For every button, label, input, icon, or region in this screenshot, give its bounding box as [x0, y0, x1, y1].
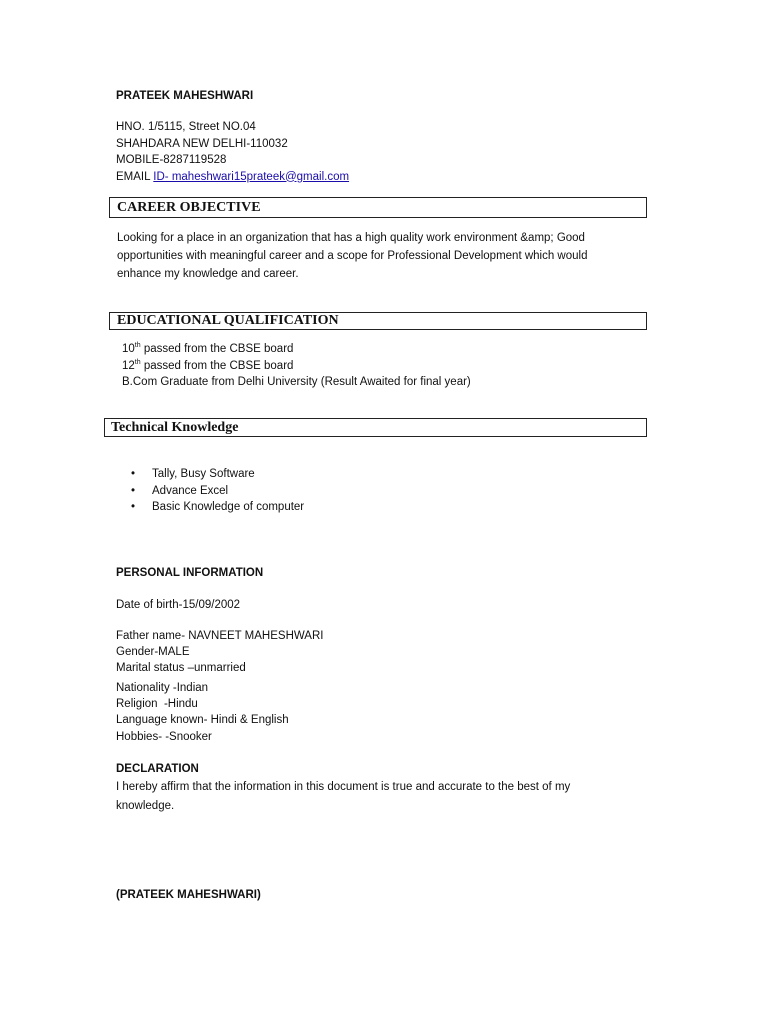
date-of-birth: Date of birth-15/09/2002: [116, 599, 241, 611]
education-item-bcom: B.Com Graduate from Delhi University (Result Awaited for final year): [122, 376, 471, 388]
marital-status: Marital status –unmarried: [116, 662, 246, 674]
address-line-1: HNO. 1/5115, Street NO.04: [116, 121, 256, 133]
email-line: [116, 169, 349, 186]
personal-info-heading: PERSONAL INFORMATION: [116, 567, 264, 579]
list-item: • Tally, Busy Software: [152, 466, 312, 483]
address-line-2: SHAHDARA NEW DELHI-110032: [116, 137, 288, 150]
signature-name: (PRATEEK MAHESHWARI): [116, 889, 261, 901]
education-heading: EDUCATIONAL QUALIFICATION: [109, 312, 647, 330]
languages-known: Language known- Hindi & English: [116, 714, 289, 726]
technical-knowledge-list: [116, 466, 312, 516]
nationality: Nationality -Indian: [116, 682, 209, 694]
father-name: Father name- NAVNEET MAHESHWARI: [116, 630, 324, 642]
career-objective-text: Looking for a place in an organization that has a high quality work environment &amp; Good opportunities with meaningful career and a scope for Professional Development which would enhance my knowledge and career.: [117, 232, 588, 280]
list-item: • Advance Excel: [152, 483, 312, 500]
career-objective-heading: CAREER OBJECTIVE: [109, 197, 647, 218]
gender: Gender-MALE: [116, 646, 190, 658]
education-item-10th: 10th passed from the CBSE board: [122, 342, 294, 355]
candidate-name: PRATEEK MAHESHWARI: [116, 90, 254, 102]
email-label: EMAIL: [116, 170, 151, 183]
list-item: • Basic Knowledge of computer: [152, 499, 312, 516]
mobile-number: MOBILE-8287119528: [116, 154, 227, 166]
bullet-icon: •: [131, 501, 136, 513]
education-item-12th: 12th passed from the CBSE board: [122, 358, 294, 372]
bullet-icon: •: [131, 484, 136, 497]
hobbies: Hobbies- -Snooker: [116, 731, 212, 743]
religion: Religion -Hindu: [116, 698, 198, 710]
technical-knowledge-heading: Technical Knowledge: [104, 418, 647, 437]
declaration-heading: DECLARATION: [116, 763, 199, 775]
email-link[interactable]: ID- maheshwari15prateek@gmail.com: [153, 170, 350, 183]
declaration-text: I hereby affirm that the information in this document is true and accurate to the best of my knowledge.: [116, 781, 571, 812]
bullet-icon: •: [131, 468, 136, 480]
